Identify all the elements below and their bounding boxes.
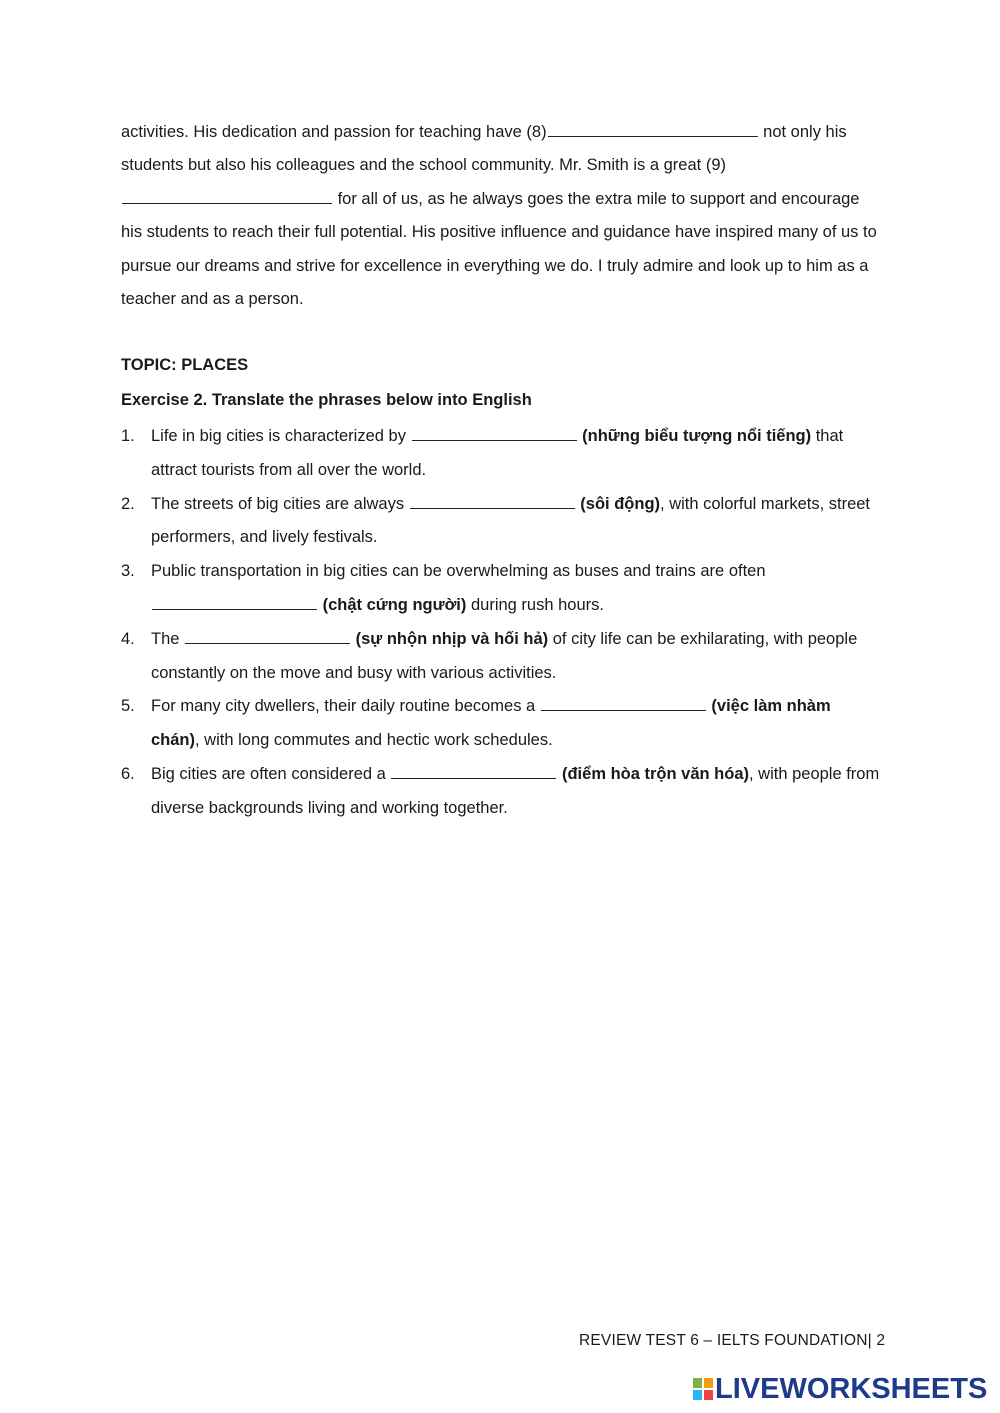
item-number: 6.	[121, 764, 135, 783]
passage-part-3: for all of us, as he always goes the extra mile to support and encourage his students to reach their full potential. His positive influence and guidance have inspired many of us to pursue our dreams and strive for excellence in everything we do. I truly admire and look up to him as a teacher and as a person.	[121, 189, 877, 309]
answer-blank-4[interactable]	[185, 642, 350, 644]
answer-blank-6[interactable]	[391, 777, 556, 779]
list-item	[121, 420, 881, 488]
answer-blank-3[interactable]	[152, 608, 317, 610]
item-number: 5.	[121, 697, 135, 716]
item-number: 2.	[121, 494, 135, 513]
item-text: , with colorful markets, street performers, and lively festivals.	[151, 494, 871, 547]
item-number: 4.	[121, 629, 135, 648]
passage-part-1: activities. His dedication and passion for teaching have (8)	[121, 123, 547, 141]
answer-blank-1[interactable]	[412, 439, 577, 441]
item-hint: (việc làm nhàm chán)	[151, 697, 831, 750]
list-item	[121, 758, 881, 826]
list-item	[121, 488, 881, 556]
answer-blank-5[interactable]	[541, 709, 706, 711]
list-item	[121, 690, 881, 758]
answer-blank-9[interactable]	[122, 202, 332, 204]
item-text: that attract tourists from all over the world.	[151, 427, 844, 479]
item-text: of city life can be exhilarating, with people constantly on the move and busy with various activities.	[151, 629, 858, 682]
item-hint: (điểm hòa trộn văn hóa)	[561, 764, 749, 783]
brand-name: LIVEWORKSHEETS	[715, 1372, 988, 1405]
item-text: , with long commutes and hectic work schedules.	[195, 731, 553, 750]
item-text: For many city dwellers, their daily routine becomes a	[151, 697, 540, 716]
item-text: Life in big cities is characterized by	[151, 427, 411, 445]
item-hint: (sự nhộn nhịp và hối hả)	[355, 629, 549, 648]
item-text: Public transportation in big cities can be overwhelming as buses and trains are often	[151, 562, 766, 581]
list-item	[121, 555, 881, 623]
item-text: The streets of big cities are always	[151, 494, 409, 513]
exercise-list	[121, 420, 881, 826]
item-number: 1.	[121, 427, 135, 445]
answer-blank-8[interactable]	[548, 135, 758, 137]
liveworksheets-logo-icon	[693, 1378, 713, 1400]
item-text: The	[151, 629, 185, 648]
liveworksheets-brand[interactable]	[693, 1373, 987, 1405]
item-hint: (những biểu tượng nổi tiếng)	[582, 427, 812, 445]
item-text: , with people from diverse backgrounds living and working together.	[151, 764, 880, 817]
item-number: 3.	[121, 562, 135, 581]
item-hint: (sôi động)	[580, 494, 661, 513]
item-text: during rush hours.	[466, 595, 604, 614]
list-item	[121, 623, 881, 691]
passage-part-2: not only his students but also his colleagues and the school community. Mr. Smith is a great (9)	[121, 123, 847, 175]
passage-paragraph	[121, 116, 881, 316]
topic-heading: TOPIC: PLACES	[121, 356, 249, 374]
item-hint: (chật cứng người)	[322, 595, 467, 614]
page-footer: REVIEW TEST 6 – IELTS FOUNDATION| 2	[579, 1332, 886, 1349]
item-text: Big cities are often considered a	[151, 764, 391, 783]
answer-blank-2[interactable]	[410, 507, 575, 509]
exercise-title: Exercise 2. Translate the phrases below into English	[121, 391, 532, 409]
